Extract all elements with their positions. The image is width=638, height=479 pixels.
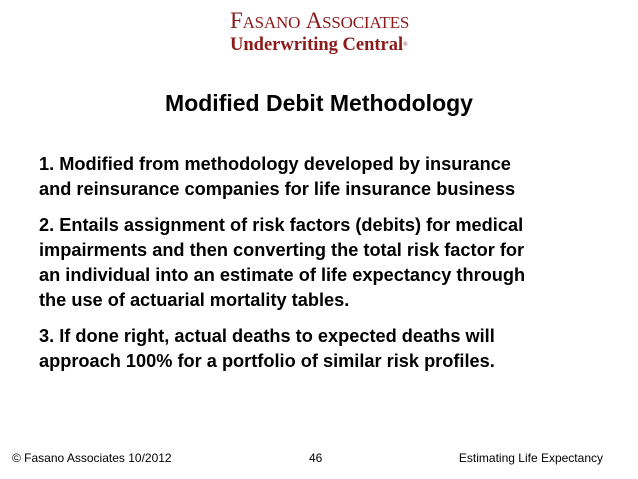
point-2 [39,213,619,313]
logo-initial-a: A [305,8,323,33]
logo-word-fasano-rest: ASANO [242,13,301,32]
point-3 [39,324,619,374]
logo-tagline [230,35,408,55]
registered-mark: ® [403,42,408,48]
point-2-line-1: 2. Entails assignment of risk factors (debits) for medical [39,215,524,235]
point-3-line-1: 3. If done right, actual deaths to expected deaths will [39,326,495,346]
footer-page-number: 46 [309,451,323,465]
point-2-line-3: an individual into an estimate of life expectancy through [39,265,526,285]
footer-copyright: © Fasano Associates 10/2012 [12,451,172,465]
point-2-line-2: impairments and then converting the total risk factor for [39,240,525,260]
logo-word-associates-rest: SSOCIATES [322,13,410,32]
point-1-line-1: 1. Modified from methodology developed by insurance [39,154,511,174]
footer-presentation-title: Estimating Life Expectancy [458,451,603,465]
logo-initial-f: F [230,8,243,33]
point-1 [39,152,619,202]
point-1-line-2: and reinsurance companies for life insurance business [39,179,516,199]
logo-tagline-text: Underwriting Central [230,35,404,55]
slide-title: Modified Debit Methodology [165,90,473,116]
logo-company-name [230,8,409,36]
point-3-line-2: approach 100% for a portfolio of similar risk profiles. [39,351,495,371]
company-logo [230,8,410,60]
point-2-line-4: the use of actuarial mortality tables. [39,290,350,310]
bullet-list [39,152,619,385]
